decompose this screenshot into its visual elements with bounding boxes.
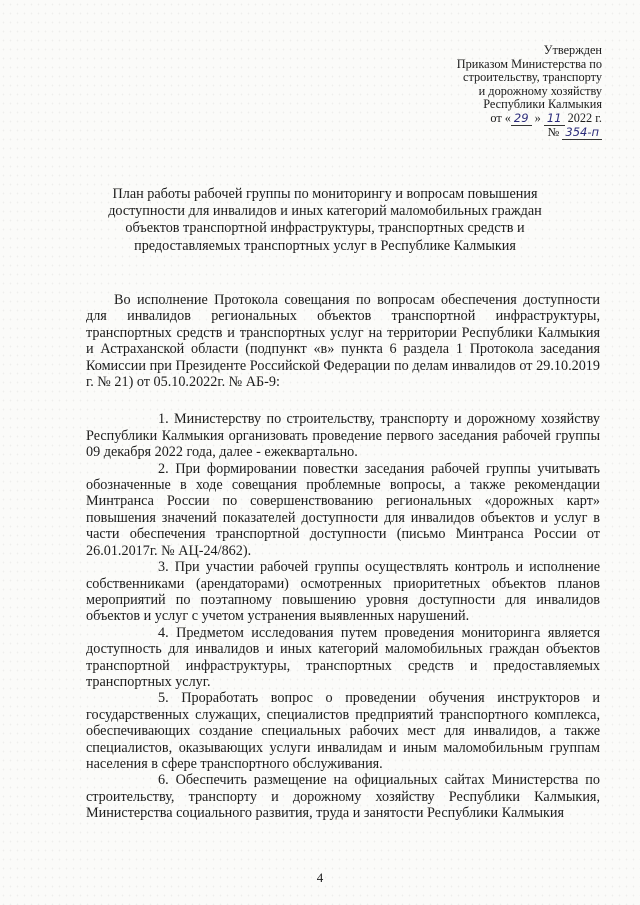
approval-number — [412, 126, 602, 140]
approval-line: Приказом Министерства по — [456, 56, 602, 71]
date-year: 2022 г. — [567, 110, 602, 125]
date-prefix: от « — [490, 110, 511, 125]
page-number: 4 — [316, 870, 324, 885]
date-mid: » — [534, 110, 541, 125]
item-number: 5. — [158, 690, 169, 707]
item-text: Министерству по строительству, транспорту и дорожному хозяйству Республики Калмыкия организовать проведение первого заседания рабочей группы 09 декабря 2022 года, далее - ежеквартально. — [86, 411, 600, 461]
approval-line: Республики Калмыкия — [483, 97, 602, 112]
approval-line: Утвержден — [543, 43, 602, 57]
document-title: План работы рабочей группы по мониторингу и вопросам повышения доступности для инвалидов и иных категорий маломобильных граждан объектов транспортной инфраструктуры, транспортных средств и предоставляемых транспортных услуг в Республике Калмыкия — [108, 186, 542, 254]
item-text: При формировании повестки заседания рабочей группы учитывать обозначенные в ходе совещания проблемные вопросы, а также рекомендации Минтранса России по совершенствованию региональных «дорожных карт» повышения значений показателей доступности для инвалидов объектов и услуг в части обеспечения транспортной доступности (письмо Минтранса России от 26.01.2017г. № АЦ-24/862). — [86, 460, 600, 559]
item-number: 1. — [158, 411, 169, 428]
item-text: Проработать вопрос о проведении обучения инструкторов и государственных служащих, специалистов предприятий транспортного комплекса, обеспечивающих создание специальных рабочих мест для инвалидов, а также специалистов, оказывающих услуги инвалидам и иным маломобильным группам населения в сфере транспортного обслуживания. — [86, 690, 600, 772]
item-text: Обеспечить размещение на официальных сайтах Министерства по строительству, транспорту и дорожному хозяйству Республики Калмыкия, Министерства социального развития, труда и занятости Республики Калмыкия — [86, 772, 600, 822]
item-number: 6. — [158, 772, 169, 789]
list-item — [86, 559, 600, 625]
approval-line: строительству, транспорту — [463, 70, 602, 85]
approval-stamp — [412, 44, 602, 139]
item-text: При участии рабочей группы осуществлять контроль и исполнение собственниками (арендаторами) осмотренных приоритетных объектов планов мероприятий по поэтапному повышению уровня доступности для инвалидов объектов и услуг с учетом устранения выявленных нарушений. — [86, 559, 601, 625]
list-item — [86, 625, 600, 691]
item-text: Предметом исследования путем проведения мониторинга является доступность для инвалидов и иных категорий маломобильных граждан объектов транспортной инфраструктуры, транспортных средств и предоставляемых транспортных услуг. — [86, 624, 600, 690]
item-number: 3. — [158, 559, 169, 576]
document-body — [86, 292, 600, 822]
handwritten-number: 354-п — [562, 125, 602, 140]
list-item — [86, 461, 600, 559]
handwritten-month: 11 — [544, 111, 565, 126]
intro-paragraph: Во исполнение Протокола совещания по вопросам обеспечения доступности для инвалидов региональных объектов транспортной инфраструктуры, транспортных средств и транспортных услуг на территории Республики Калмыкия и Астраханской области (подпункт «в» пункта 6 раздела 1 Протокола заседания Комиссии при Президенте Российской Федерации по делам инвалидов от 29.10.2019 г. № 21) от 05.10.2022г. № АБ-9: — [86, 292, 600, 391]
number-prefix: № — [547, 124, 560, 139]
approval-date — [412, 112, 602, 126]
handwritten-day: 29 — [511, 111, 532, 126]
item-number: 4. — [158, 624, 169, 641]
list-item — [86, 690, 600, 772]
approval-line: и дорожному хозяйству — [478, 83, 602, 98]
list-item — [86, 411, 600, 460]
item-number: 2. — [158, 460, 169, 477]
list-item — [86, 772, 600, 821]
